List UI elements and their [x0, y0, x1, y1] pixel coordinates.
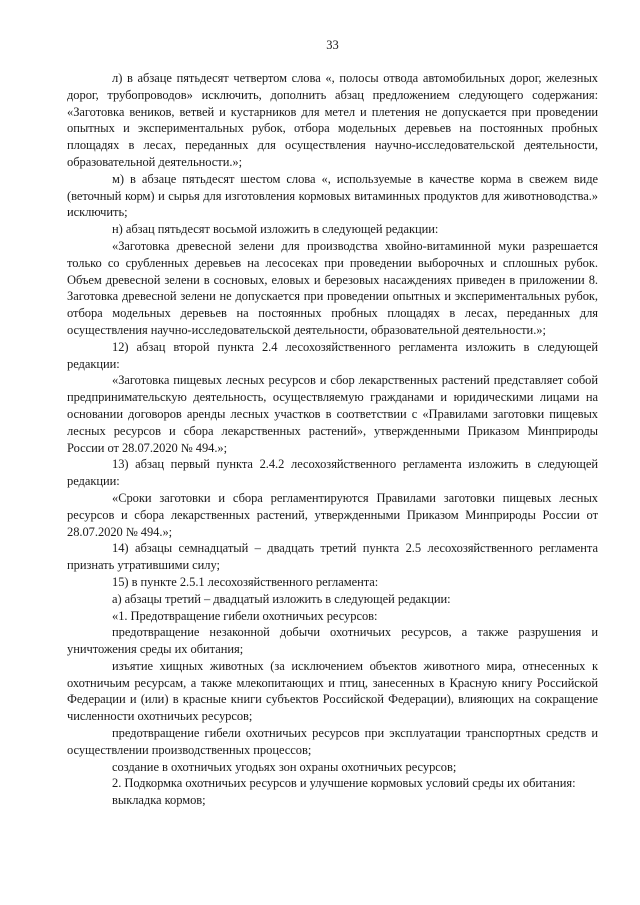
- paragraph: создание в охотничьих угодьях зон охраны охотничьих ресурсов;: [112, 759, 457, 774]
- paragraph: 2. Подкормка охотничьих ресурсов и улучшение кормовых условий среды их обитания:: [112, 776, 576, 791]
- page-number: 33: [326, 38, 339, 52]
- paragraph: «Сроки заготовки и сбора регламентируются Правилами заготовки пищевых лесных ресурсов и сбора лекарственных растений, утвержденными Приказом Минприроды России от 28.07.2020 № 494.»;: [67, 490, 598, 539]
- paragraph: «1. Предотвращение гибели охотничьих ресурсов:: [112, 608, 378, 623]
- paragraph: н) абзац пятьдесят восьмой изложить в следующей редакции:: [112, 222, 439, 237]
- paragraph: 13) абзац первый пункта 2.4.2 лесохозяйственного регламента изложить в следующей редакции:: [67, 457, 598, 489]
- paragraph: выкладка кормов;: [112, 793, 206, 808]
- paragraph: изъятие хищных животных (за исключением объектов животного мира, отнесенных к охотничьим ресурсам, а также млекопитающих и птиц, занесенных в Красную книгу Российской Федерации и (или) в красные книги субъектов Российской Федерации), влияющих на сокращение численности охотничьих ресурсов;: [67, 658, 598, 724]
- paragraph: предотвращение гибели охотничьих ресурсов при эксплуатации транспортных средств и осуществлении производственных процессов;: [67, 726, 598, 757]
- paragraph: «Заготовка пищевых лесных ресурсов и сбор лекарственных растений представляет собой предпринимательскую деятельность, осуществляемую гражданами и юридическими лицами на основании договоров аренды лесных участков в соответствии с «Правилами заготовки пищевых лесных ресурсов и сбора лекарственных растений», утвержденными Приказом Минприроды России от 28.07.2020 № 494.»;: [67, 373, 598, 455]
- document-body: [67, 70, 598, 809]
- paragraph: а) абзацы третий – двадцатый изложить в следующей редакции:: [112, 591, 451, 606]
- paragraph: предотвращение незаконной добычи охотничьих ресурсов, а также разрушения и уничтожения среды их обитания;: [67, 625, 598, 657]
- paragraph: 15) в пункте 2.5.1 лесохозяйственного регламента:: [112, 574, 379, 589]
- paragraph: л) в абзаце пятьдесят четвертом слова «, полосы отвода автомобильных дорог, железных дорог, трубопроводов» исключить, дополнить абзац предложением следующего содержания: «Заготовка веников, ветвей и кустарников для метел и плетения не допускается при проведении опытных и экспериментальных рубок, отбора модельных деревьев на постоянных пробных площадях в лесах, переданных для осуществления научно-исследовательской деятельности, образовательной деятельности.»;: [67, 71, 598, 169]
- paragraph: м) в абзаце пятьдесят шестом слова «, используемые в качестве корма в свежем виде (веточный корм) и сырья для изготовления кормовых витаминных продуктов для животноводства.» исключить;: [67, 171, 598, 220]
- paragraph: «Заготовка древесной зелени для производства хвойно-витаминной муки разрешается только со срубленных деревьев на лесосеках при проведении выборочных и сплошных рубок. Объем древесной зелени в сосновых, еловых и березовых насаждениях приведен в приложении 8. Заготовка древесной зелени не допускается при проведении опытных и экспериментальных рубок, отбора модельных деревьев на постоянных пробных площадях в лесах, переданных для осуществления научно-исследовательской деятельности, образовательной деятельности.»;: [67, 238, 598, 337]
- paragraph: 14) абзацы семнадцатый – двадцать третий пункта 2.5 лесохозяйственного регламента признать утратившими силу;: [67, 541, 598, 573]
- paragraph: 12) абзац второй пункта 2.4 лесохозяйственного регламента изложить в следующей редакции:: [67, 339, 598, 371]
